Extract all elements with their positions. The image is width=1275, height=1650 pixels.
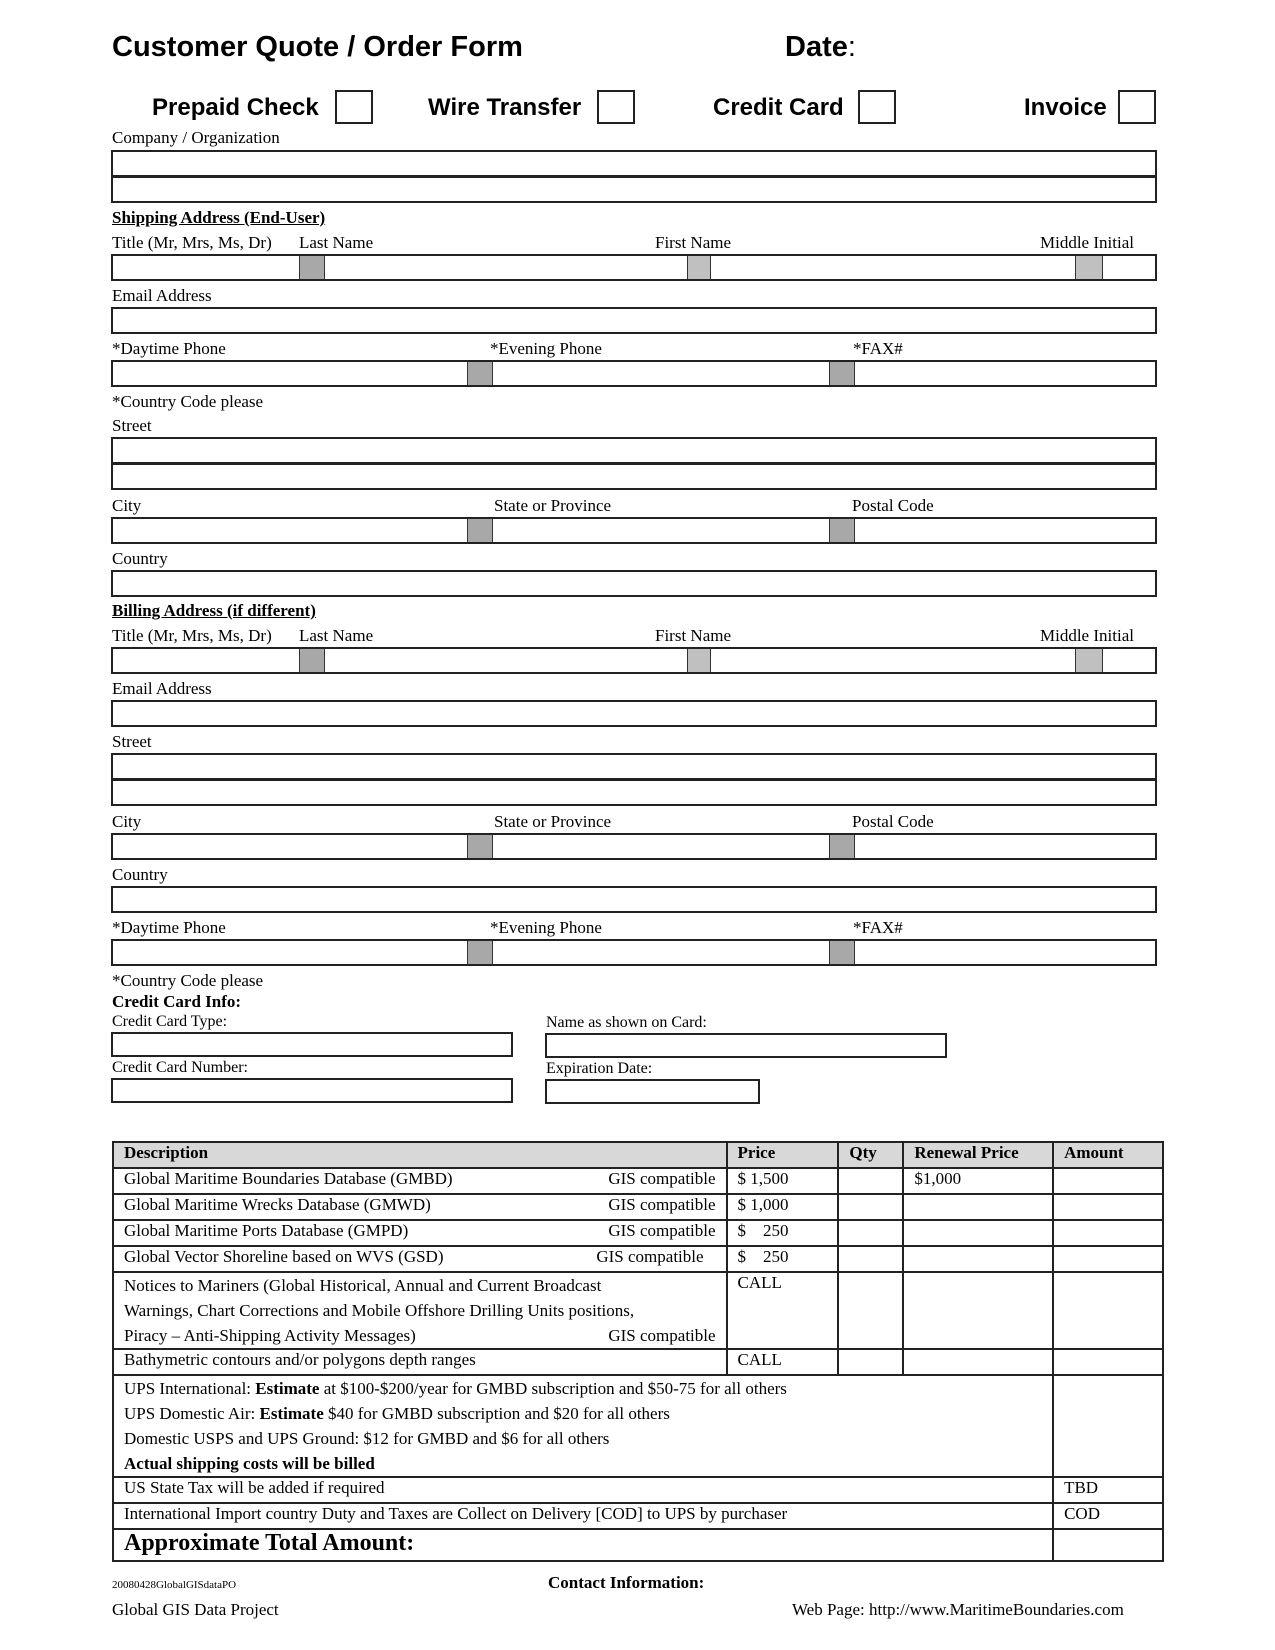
row-renewal-price <box>903 1349 1053 1375</box>
payment-wire-transfer-label: Wire Transfer <box>428 94 582 121</box>
ship-city-label: City <box>112 496 142 515</box>
compat-note: GIS compatible <box>608 1169 716 1188</box>
project-name: Global GIS Data Project <box>112 1600 279 1619</box>
bill-daytime-phone-label: *Daytime Phone <box>112 918 226 937</box>
payment-invoice-label: Invoice <box>1024 94 1107 121</box>
field-separator <box>1075 256 1103 279</box>
row-amount-input[interactable] <box>1053 1194 1163 1220</box>
compat-note: GIS compatible <box>596 1247 704 1266</box>
payment-invoice-checkbox[interactable] <box>1118 90 1156 124</box>
product-name: Global Maritime Wrecks Database (GMWD) <box>124 1195 431 1214</box>
row-qty-input[interactable] <box>838 1194 903 1220</box>
bill-first-name-input[interactable] <box>711 649 1073 672</box>
bill-phone-row <box>111 939 1157 966</box>
bill-evening-phone-label: *Evening Phone <box>490 918 602 937</box>
col-renewal-price: Renewal Price <box>903 1142 1053 1168</box>
field-separator <box>687 256 711 279</box>
row-qty-input[interactable] <box>838 1349 903 1375</box>
ship-middle-initial-input[interactable] <box>1103 256 1155 279</box>
document-id: 20080428GlobalGISdataPO <box>112 1579 237 1591</box>
col-qty: Qty <box>838 1142 903 1168</box>
product-name-line2: Warnings, Chart Corrections and Mobile Offshore Drilling Units positions, <box>124 1301 635 1320</box>
bill-email-input[interactable] <box>111 700 1157 727</box>
payment-wire-transfer-checkbox[interactable] <box>597 90 635 124</box>
bill-middle-initial-input[interactable] <box>1103 649 1155 672</box>
row-qty-input[interactable] <box>838 1272 903 1349</box>
row-price: CALL <box>727 1349 839 1375</box>
bill-postal-label: Postal Code <box>852 812 934 831</box>
row-amount-input[interactable] <box>1053 1220 1163 1246</box>
row-renewal-price <box>903 1272 1053 1349</box>
ship-first-name-input[interactable] <box>711 256 1073 279</box>
row-amount-input[interactable] <box>1053 1349 1163 1375</box>
table-row <box>113 1349 1163 1375</box>
ship-city-input[interactable] <box>113 519 465 542</box>
shipping-amount-input[interactable] <box>1053 1375 1163 1477</box>
row-qty-input[interactable] <box>838 1246 903 1272</box>
cc-type-label: Credit Card Type: <box>112 1013 228 1030</box>
bill-country-label: Country <box>112 865 168 884</box>
col-description: Description <box>113 1142 727 1168</box>
ship-last-name-input[interactable] <box>325 256 655 279</box>
cc-name-input[interactable] <box>545 1033 947 1058</box>
bill-state-label: State or Province <box>494 812 612 831</box>
duty-row <box>113 1503 1163 1529</box>
row-description: Bathymetric contours and/or polygons depth ranges <box>113 1349 727 1375</box>
ship-country-code-note: *Country Code please <box>112 392 264 411</box>
table-row <box>113 1194 1163 1220</box>
table-row <box>113 1220 1163 1246</box>
bill-fax-label: *FAX# <box>853 918 903 937</box>
field-separator <box>829 519 855 542</box>
row-description <box>113 1194 727 1220</box>
total-row <box>113 1529 1163 1561</box>
cc-number-input[interactable] <box>111 1078 513 1103</box>
shipping-note-actual-billed: Actual shipping costs will be billed <box>124 1454 375 1473</box>
row-description <box>113 1220 727 1246</box>
bill-city-label: City <box>112 812 142 831</box>
ship-title-input[interactable] <box>113 256 299 279</box>
bill-street-input-line2[interactable] <box>111 779 1157 806</box>
date-label: Date <box>785 31 848 63</box>
field-separator <box>829 941 855 964</box>
bill-city-input[interactable] <box>113 835 465 858</box>
ship-country-label: Country <box>112 549 168 568</box>
bill-street-label: Street <box>112 732 152 751</box>
shipping-note-ups-domestic-air: UPS Domestic Air: Estimate $40 for GMBD subscription and $20 for all others <box>124 1404 670 1423</box>
ship-email-label: Email Address <box>112 286 212 305</box>
ship-email-input[interactable] <box>111 307 1157 334</box>
page-title: Customer Quote / Order Form <box>112 31 523 63</box>
shipping-notes <box>113 1375 1053 1477</box>
ship-evening-phone-label: *Evening Phone <box>490 339 602 358</box>
company-input-line1[interactable] <box>111 150 1157 177</box>
cc-number-label: Credit Card Number: <box>112 1059 248 1076</box>
payment-prepaid-check-label: Prepaid Check <box>152 94 319 121</box>
cc-type-input[interactable] <box>111 1032 513 1057</box>
field-separator <box>467 941 493 964</box>
compat-note: GIS compatible <box>608 1326 716 1345</box>
product-name-line1: Notices to Mariners (Global Historical, Annual and Current Broadcast <box>124 1276 602 1295</box>
row-price: CALL <box>727 1272 839 1349</box>
ship-middle-initial-label: Middle Initial <box>1040 233 1134 252</box>
date-colon: : <box>847 31 856 63</box>
row-renewal-price <box>903 1194 1053 1220</box>
ship-name-row <box>111 254 1157 281</box>
row-price: $ 250 <box>727 1246 839 1272</box>
tax-value: TBD <box>1053 1477 1163 1503</box>
row-renewal-price: $1,000 <box>903 1168 1053 1194</box>
web-page-link[interactable]: Web Page: http://www.MaritimeBoundaries.com <box>792 1600 1124 1619</box>
compat-note: GIS compatible <box>608 1221 716 1240</box>
cc-expiration-label: Expiration Date: <box>546 1060 653 1077</box>
contact-heading: Contact Information: <box>548 1573 705 1592</box>
shipping-heading: Shipping Address (End-User) <box>112 208 326 227</box>
field-separator <box>467 362 493 385</box>
bill-email-label: Email Address <box>112 679 212 698</box>
product-name: Global Maritime Boundaries Database (GMBD) <box>124 1169 453 1188</box>
row-description <box>113 1246 727 1272</box>
total-label: Approximate Total Amount: <box>113 1529 1053 1561</box>
payment-credit-card-checkbox[interactable] <box>858 90 896 124</box>
row-amount-input[interactable] <box>1053 1246 1163 1272</box>
bill-first-name-label: First Name <box>655 626 732 645</box>
ship-title-label: Title (Mr, Mrs, Ms, Dr) <box>112 233 272 252</box>
table-row <box>113 1168 1163 1194</box>
field-separator <box>829 362 855 385</box>
ship-phone-row <box>111 360 1157 387</box>
row-qty-input[interactable] <box>838 1168 903 1194</box>
bill-postal-input[interactable] <box>855 835 1155 858</box>
product-name-line3: Piracy – Anti-Shipping Activity Messages) <box>124 1326 416 1345</box>
row-renewal-price <box>903 1246 1053 1272</box>
shipping-note-usps-ground: Domestic USPS and UPS Ground: $12 for GMBD and $6 for all others <box>124 1429 610 1448</box>
bill-middle-initial-label: Middle Initial <box>1040 626 1134 645</box>
bill-evening-phone-input[interactable] <box>493 941 827 964</box>
field-separator <box>467 835 493 858</box>
field-separator <box>829 835 855 858</box>
row-renewal-price <box>903 1220 1053 1246</box>
ship-daytime-phone-label: *Daytime Phone <box>112 339 226 358</box>
row-amount-input[interactable] <box>1053 1272 1163 1349</box>
bill-title-input[interactable] <box>113 649 299 672</box>
payment-credit-card-label: Credit Card <box>713 94 844 121</box>
product-name: Global Maritime Ports Database (GMPD) <box>124 1221 409 1240</box>
ship-country-input[interactable] <box>111 570 1157 597</box>
duty-note: International Import country Duty and Taxes are Collect on Delivery [COD] to UPS by purchaser <box>113 1503 1053 1529</box>
field-separator <box>467 519 493 542</box>
bill-name-row <box>111 647 1157 674</box>
ship-state-input[interactable] <box>493 519 827 542</box>
row-description <box>113 1272 727 1349</box>
field-separator <box>1075 649 1103 672</box>
row-description <box>113 1168 727 1194</box>
tax-row <box>113 1477 1163 1503</box>
bill-last-name-input[interactable] <box>325 649 655 672</box>
ship-state-label: State or Province <box>494 496 612 515</box>
cc-name-label: Name as shown on Card: <box>546 1014 707 1031</box>
col-amount: Amount <box>1053 1142 1163 1168</box>
bill-fax-input[interactable] <box>855 941 1155 964</box>
ship-evening-phone-input[interactable] <box>493 362 827 385</box>
col-price: Price <box>727 1142 839 1168</box>
ship-street-label: Street <box>112 416 152 435</box>
table-row <box>113 1272 1163 1349</box>
field-separator <box>299 649 325 672</box>
duty-value: COD <box>1053 1503 1163 1529</box>
ship-last-name-label: Last Name <box>299 233 374 252</box>
shipping-notes-row <box>113 1375 1163 1477</box>
row-price: $ 250 <box>727 1220 839 1246</box>
bill-state-input[interactable] <box>493 835 827 858</box>
row-amount-input[interactable] <box>1053 1168 1163 1194</box>
billing-heading: Billing Address (if different) <box>112 601 316 620</box>
shipping-note-ups-international: UPS International: Estimate at $100-$200/year for GMBD subscription and $50-75 for all others <box>124 1379 787 1398</box>
ship-postal-input[interactable] <box>855 519 1155 542</box>
compat-note: GIS compatible <box>608 1195 716 1214</box>
ship-postal-label: Postal Code <box>852 496 934 515</box>
ship-city-row <box>111 517 1157 544</box>
ship-fax-input[interactable] <box>855 362 1155 385</box>
total-amount-input[interactable] <box>1053 1529 1163 1561</box>
cc-expiration-input[interactable] <box>545 1079 760 1104</box>
tax-note: US State Tax will be added if required <box>113 1477 1053 1503</box>
table-header-row <box>113 1142 1163 1168</box>
row-qty-input[interactable] <box>838 1220 903 1246</box>
ship-first-name-label: First Name <box>655 233 732 252</box>
bill-title-label: Title (Mr, Mrs, Ms, Dr) <box>112 626 272 645</box>
table-row <box>113 1246 1163 1272</box>
company-label: Company / Organization <box>112 128 280 147</box>
field-separator <box>687 649 711 672</box>
ship-fax-label: *FAX# <box>853 339 903 358</box>
payment-prepaid-check-checkbox[interactable] <box>335 90 373 124</box>
bill-country-code-note: *Country Code please <box>112 971 264 990</box>
bill-daytime-phone-input[interactable] <box>113 941 465 964</box>
field-separator <box>299 256 325 279</box>
order-table <box>112 1141 1164 1562</box>
row-price: $ 1,500 <box>727 1168 839 1194</box>
row-price: $ 1,000 <box>727 1194 839 1220</box>
product-name: Global Vector Shoreline based on WVS (GSD) <box>124 1247 444 1266</box>
company-input-line2[interactable] <box>111 176 1157 203</box>
credit-card-heading: Credit Card Info: <box>112 992 242 1011</box>
bill-street-input-line1[interactable] <box>111 753 1157 780</box>
bill-country-input[interactable] <box>111 886 1157 913</box>
date-field <box>785 30 856 64</box>
ship-daytime-phone-input[interactable] <box>113 362 465 385</box>
bill-last-name-label: Last Name <box>299 626 374 645</box>
bill-city-row <box>111 833 1157 860</box>
ship-street-input-line2[interactable] <box>111 463 1157 490</box>
ship-street-input-line1[interactable] <box>111 437 1157 464</box>
